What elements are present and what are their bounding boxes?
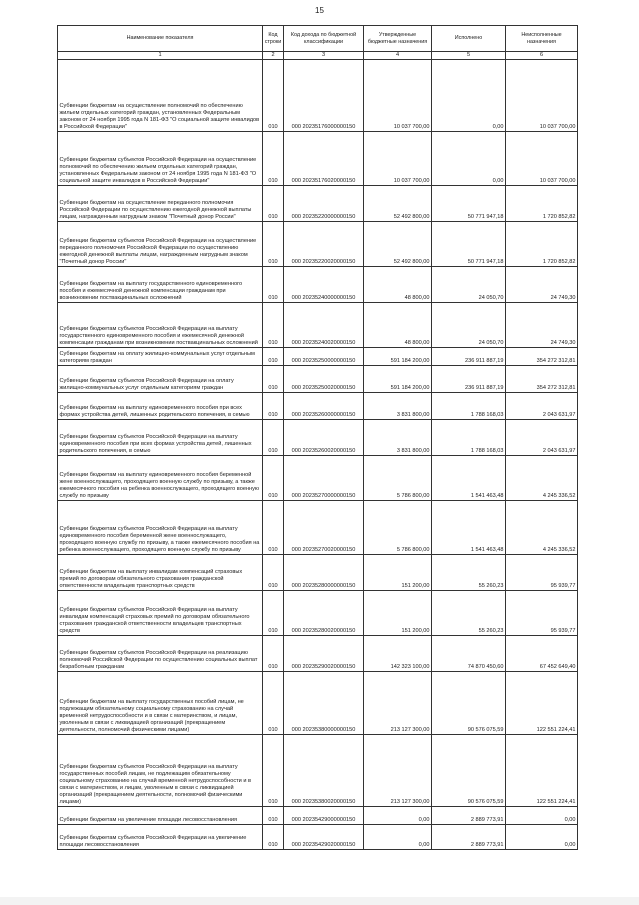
indicator-name-cell: Субвенции бюджетам субъектов Российской Федерации на выплату государственных пособий лицам, не подлежащим обязательному социальному страхованию на случай временной нетрудоспособности и в связи с материнством, и лицам, уволенным в связи с ликвидацией организаций (прекращением деятельности, полномочий физическими лицами): [58, 735, 263, 807]
table-header-row: [58, 26, 578, 52]
line-code-cell: 010: [263, 555, 284, 591]
line-code-cell: 010: [263, 825, 284, 850]
approved-amount-cell: 48 800,00: [364, 303, 432, 348]
indicator-name-cell: Субвенции бюджетам субъектов Российской Федерации на реализацию полномочий Российской Федерации по осуществлению социальных выплат безработным гражданам: [58, 636, 263, 672]
income-code-cell: 000 20235240000000150: [284, 267, 364, 303]
table-row: [58, 132, 578, 186]
table-row: [58, 186, 578, 222]
table-row: [58, 267, 578, 303]
income-code-cell: 000 20235280020000150: [284, 591, 364, 636]
column-number: 1: [58, 52, 263, 60]
approved-amount-cell: 151 200,00: [364, 591, 432, 636]
approved-amount-cell: 48 800,00: [364, 267, 432, 303]
unexecuted-amount-cell: 354 272 312,81: [506, 348, 578, 366]
executed-amount-cell: 50 771 947,18: [432, 222, 506, 267]
approved-amount-cell: 591 184 200,00: [364, 366, 432, 393]
approved-amount-cell: 151 200,00: [364, 555, 432, 591]
unexecuted-amount-cell: 4 245 336,52: [506, 501, 578, 555]
unexecuted-amount-cell: 0,00: [506, 807, 578, 825]
approved-amount-cell: 591 184 200,00: [364, 348, 432, 366]
income-code-cell: 000 20235429000000150: [284, 807, 364, 825]
approved-amount-cell: 213 127 300,00: [364, 672, 432, 735]
page-number: 15: [315, 6, 324, 15]
executed-amount-cell: 236 911 887,19: [432, 366, 506, 393]
approved-amount-cell: 0,00: [364, 825, 432, 850]
executed-amount-cell: 55 260,23: [432, 555, 506, 591]
income-code-cell: 000 20235220000000150: [284, 186, 364, 222]
indicator-name-cell: Субвенции бюджетам субъектов Российской Федерации на выплату государственного единовременного пособия и ежемесячной денежной компенсации гражданам при возникновении поствакцинальных осложнений: [58, 303, 263, 348]
line-code-cell: 010: [263, 735, 284, 807]
income-code-cell: 000 20235260020000150: [284, 420, 364, 456]
unexecuted-amount-cell: 67 452 649,40: [506, 636, 578, 672]
column-number: 2: [263, 52, 284, 60]
income-code-cell: 000 20235260000000150: [284, 393, 364, 420]
executed-amount-cell: 236 911 887,19: [432, 348, 506, 366]
table-body: [58, 60, 578, 850]
table-row: [58, 591, 578, 636]
income-code-cell: 000 20235176000000150: [284, 60, 364, 132]
executed-amount-cell: 0,00: [432, 60, 506, 132]
executed-amount-cell: 2 889 773,91: [432, 825, 506, 850]
indicator-name-cell: Субвенции бюджетам на оплату жилищно-коммунальных услуг отдельным категориям граждан: [58, 348, 263, 366]
unexecuted-amount-cell: 10 037 700,00: [506, 132, 578, 186]
approved-amount-cell: 5 786 800,00: [364, 456, 432, 501]
line-code-cell: 010: [263, 222, 284, 267]
indicator-name-cell: Субвенции бюджетам на увеличение площади лесовосстановления: [58, 807, 263, 825]
header-income-code: Код дохода по бюджетной классификации: [284, 26, 364, 52]
header-unexecuted: Неисполненные назначения: [506, 26, 578, 52]
line-code-cell: 010: [263, 348, 284, 366]
indicator-name-cell: Субвенции бюджетам на выплату инвалидам компенсаций страховых премий по договорам обязательного страхования гражданской ответственности владельцев транспортных средств: [58, 555, 263, 591]
line-code-cell: 010: [263, 132, 284, 186]
income-code-cell: 000 20235176020000150: [284, 132, 364, 186]
executed-amount-cell: 1 788 168,03: [432, 420, 506, 456]
unexecuted-amount-cell: 24 749,30: [506, 267, 578, 303]
indicator-name-cell: Субвенции бюджетам субъектов Российской Федерации на выплату инвалидам компенсаций страховых премий по договорам обязательного страхования гражданской ответственности владельцев транспортных средств: [58, 591, 263, 636]
indicator-name-cell: Субвенции бюджетам субъектов Российской Федерации на выплату единовременного пособия при всех формах устройства детей, лишенных родительского попечения, в семью: [58, 420, 263, 456]
executed-amount-cell: 90 576 075,59: [432, 735, 506, 807]
column-number: 5: [432, 52, 506, 60]
approved-amount-cell: 52 492 800,00: [364, 222, 432, 267]
executed-amount-cell: 55 260,23: [432, 591, 506, 636]
unexecuted-amount-cell: 354 272 312,81: [506, 366, 578, 393]
indicator-name-cell: Субвенции бюджетам на выплату государственных пособий лицам, не подлежащим обязательному социальному страхованию на случай временной нетрудоспособности и в связи с материнством, и лицам, уволенным в связи с ликвидацией организаций (прекращением деятельности, полномочий физическими лицами): [58, 672, 263, 735]
approved-amount-cell: 3 831 800,00: [364, 393, 432, 420]
executed-amount-cell: 1 541 463,48: [432, 456, 506, 501]
income-code-cell: 000 20235290020000150: [284, 636, 364, 672]
table-row: [58, 825, 578, 850]
income-code-cell: 000 20235380000000150: [284, 672, 364, 735]
line-code-cell: 010: [263, 807, 284, 825]
approved-amount-cell: 52 492 800,00: [364, 186, 432, 222]
column-number: 6: [506, 52, 578, 60]
indicator-name-cell: Субвенции бюджетам субъектов Российской Федерации на увеличение площади лесовосстановления: [58, 825, 263, 850]
budget-execution-table: [57, 25, 578, 850]
income-code-cell: 000 20235270020000150: [284, 501, 364, 555]
indicator-name-cell: Субвенции бюджетам на осуществление переданного полномочия Российской Федерации по осуществлению ежегодной денежной выплаты лицам, награжденным нагрудным знаком "Почетный донор России": [58, 186, 263, 222]
executed-amount-cell: 50 771 947,18: [432, 186, 506, 222]
unexecuted-amount-cell: 10 037 700,00: [506, 60, 578, 132]
column-number: 4: [364, 52, 432, 60]
header-executed: Исполнено: [432, 26, 506, 52]
approved-amount-cell: 5 786 800,00: [364, 501, 432, 555]
indicator-name-cell: Субвенции бюджетам субъектов Российской Федерации на осуществление полномочий по обеспечению жильем отдельных категорий граждан, установленных Федеральным законом от 24 ноября 1995 года N 181-ФЗ "О социальной защите инвалидов в Российской Федерации": [58, 132, 263, 186]
table-row: [58, 735, 578, 807]
unexecuted-amount-cell: 0,00: [506, 825, 578, 850]
line-code-cell: 010: [263, 591, 284, 636]
indicator-name-cell: Субвенции бюджетам субъектов Российской Федерации на выплату единовременного пособия беременной жене военнослужащего, проходящего военную службу по призыву, а также ежемесячного пособия на ребенка военнослужащего, проходящего военную службу по призыву: [58, 501, 263, 555]
unexecuted-amount-cell: 24 749,30: [506, 303, 578, 348]
income-code-cell: 000 20235220020000150: [284, 222, 364, 267]
approved-amount-cell: 0,00: [364, 807, 432, 825]
table-row: [58, 222, 578, 267]
table-row: [58, 366, 578, 393]
income-code-cell: 000 20235380020000150: [284, 735, 364, 807]
executed-amount-cell: 90 576 075,59: [432, 672, 506, 735]
income-code-cell: 000 20235250000000150: [284, 348, 364, 366]
line-code-cell: 010: [263, 672, 284, 735]
unexecuted-amount-cell: 95 939,77: [506, 555, 578, 591]
executed-amount-cell: 24 050,70: [432, 267, 506, 303]
indicator-name-cell: Субвенции бюджетам на выплату единовременного пособия беременной жене военнослужащего, проходящего военную службу по призыву, а также ежемесячного пособия на ребенка военнослужащего, проходящего военную службу по призыву: [58, 456, 263, 501]
line-code-cell: 010: [263, 186, 284, 222]
unexecuted-amount-cell: 1 720 852,82: [506, 222, 578, 267]
line-code-cell: 010: [263, 420, 284, 456]
indicator-name-cell: Субвенции бюджетам на выплату государственного единовременного пособия и ежемесячной денежной компенсации гражданам при возникновении поствакцинальных осложнений: [58, 267, 263, 303]
indicator-name-cell: Субвенции бюджетам субъектов Российской Федерации на оплату жилищно-коммунальных услуг отдельным категориям граждан: [58, 366, 263, 393]
line-code-cell: 010: [263, 501, 284, 555]
approved-amount-cell: 10 037 700,00: [364, 132, 432, 186]
income-code-cell: 000 20235429020000150: [284, 825, 364, 850]
income-code-cell: 000 20235250020000150: [284, 366, 364, 393]
approved-amount-cell: 10 037 700,00: [364, 60, 432, 132]
unexecuted-amount-cell: 122 551 224,41: [506, 735, 578, 807]
unexecuted-amount-cell: 2 043 631,97: [506, 420, 578, 456]
table-row: [58, 456, 578, 501]
table-row: [58, 636, 578, 672]
indicator-name-cell: Субвенции бюджетам на осуществление полномочий по обеспечению жильем отдельных категорий граждан, установленных Федеральным законом от 24 ноября 1995 года N 181-ФЗ "О социальной защите инвалидов в Российской Федерации": [58, 60, 263, 132]
indicator-name-cell: Субвенции бюджетам субъектов Российской Федерации на осуществление переданного полномочия Российской Федерации по осуществлению ежегодной денежной выплаты лицам, награжденным нагрудным знаком "Почетный донор России": [58, 222, 263, 267]
unexecuted-amount-cell: 122 551 224,41: [506, 672, 578, 735]
header-approved: Утвержденные бюджетные назначения: [364, 26, 432, 52]
line-code-cell: 010: [263, 303, 284, 348]
line-code-cell: 010: [263, 636, 284, 672]
table-row: [58, 393, 578, 420]
line-code-cell: 010: [263, 456, 284, 501]
income-code-cell: 000 20235240020000150: [284, 303, 364, 348]
header-indicator-name: Наименование показателя: [58, 26, 263, 52]
income-code-cell: 000 20235280000000150: [284, 555, 364, 591]
line-code-cell: 010: [263, 366, 284, 393]
indicator-name-cell: Субвенции бюджетам на выплату единовременного пособия при всех формах устройства детей, лишенных родительского попечения, в семью: [58, 393, 263, 420]
executed-amount-cell: 0,00: [432, 132, 506, 186]
unexecuted-amount-cell: 1 720 852,82: [506, 186, 578, 222]
column-number: 3: [284, 52, 364, 60]
executed-amount-cell: 1 541 463,48: [432, 501, 506, 555]
executed-amount-cell: 24 050,70: [432, 303, 506, 348]
unexecuted-amount-cell: 95 939,77: [506, 591, 578, 636]
executed-amount-cell: 1 788 168,03: [432, 393, 506, 420]
executed-amount-cell: 74 870 450,60: [432, 636, 506, 672]
table-row: [58, 303, 578, 348]
executed-amount-cell: 2 889 773,91: [432, 807, 506, 825]
header-line-code: Код строки: [263, 26, 284, 52]
page-bottom-band: [0, 897, 639, 905]
table-row: [58, 348, 578, 366]
line-code-cell: 010: [263, 60, 284, 132]
approved-amount-cell: 142 323 100,00: [364, 636, 432, 672]
table-row: [58, 555, 578, 591]
table-row: [58, 60, 578, 132]
approved-amount-cell: 213 127 300,00: [364, 735, 432, 807]
unexecuted-amount-cell: 2 043 631,97: [506, 393, 578, 420]
table-row: [58, 501, 578, 555]
table-row: [58, 807, 578, 825]
table-row: [58, 672, 578, 735]
table-row: [58, 420, 578, 456]
line-code-cell: 010: [263, 267, 284, 303]
income-code-cell: 000 20235270000000150: [284, 456, 364, 501]
column-numbers-row: [58, 52, 578, 60]
unexecuted-amount-cell: 4 245 336,52: [506, 456, 578, 501]
line-code-cell: 010: [263, 393, 284, 420]
approved-amount-cell: 3 831 800,00: [364, 420, 432, 456]
